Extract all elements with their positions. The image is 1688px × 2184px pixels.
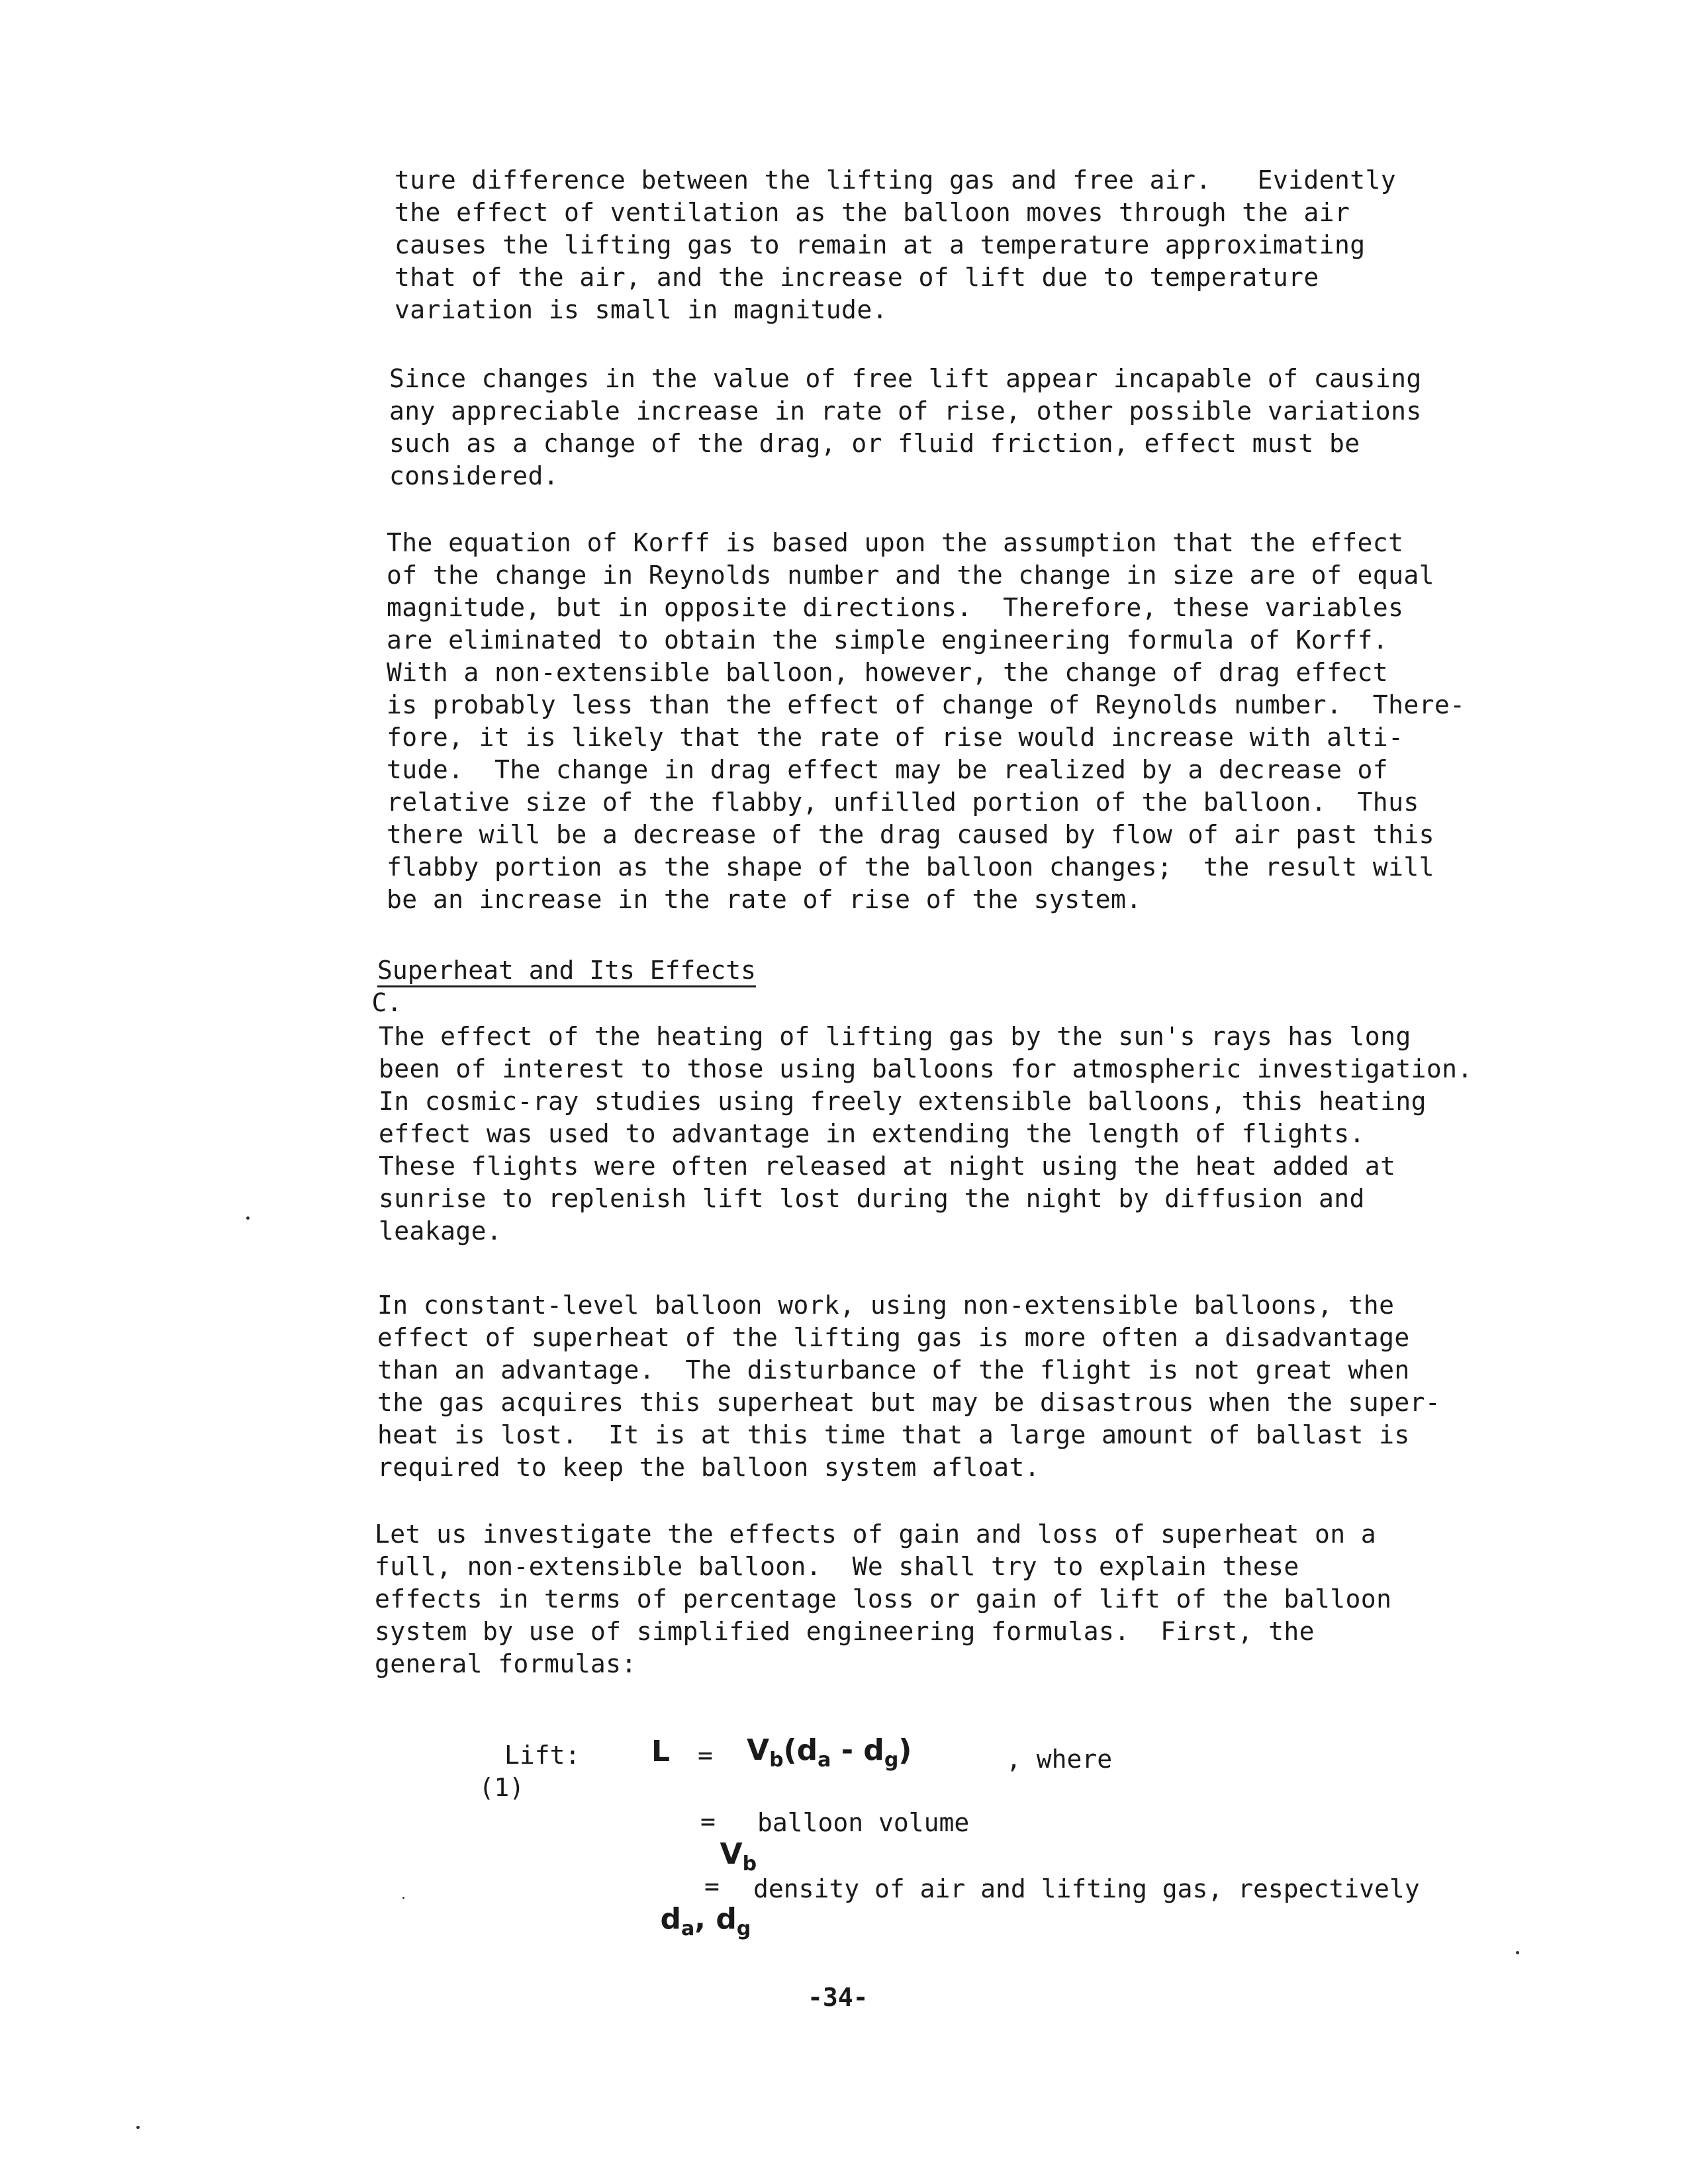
definition-text: balloon volume — [757, 1808, 970, 1837]
definition-symbol-densities: $d_a$, $d_g$ — [660, 1902, 751, 1940]
definition-symbol-vb: $V_b$ — [720, 1837, 757, 1876]
paragraph-constant-level: In constant-level balloon work, using non-extensible balloons, the effect of superheat of the lifting gas is more often a disadvantage than an advantage. The disturbance of the flight is not great when the gas acquires this superheat but may be disastrous when the super- heat is lost. It is at this time that a large amount of ballast is required to keep the balloon system afloat. — [377, 1291, 1441, 1482]
paragraph-free-lift: Since changes in the value of free lift appear incapable of causing any appreciable increase in rate of rise, other possible variations such as a change of the drag, or fluid friction, effect must be considered. — [389, 364, 1422, 490]
formula-rhs: $V_b(d_a - d_g)$ — [747, 1733, 912, 1772]
paragraph-sun-heating: The effect of the heating of lifting gas by the sun's rays has long been of interest to those using balloons for atmospheric investigation. In cosmic-ray studies using freely extensible balloons, this heating effect was used to advantage in extending the length of flights. These flights were often released at night using the heat added at sunrise to replenish lift lost during the night by diffusion and leakage. — [379, 1022, 1473, 1246]
scan-speck — [136, 2126, 140, 2129]
definition-equals: = — [700, 1807, 716, 1836]
scan-speck — [246, 1216, 250, 1220]
definition-text: density of air and lifting gas, respectively — [753, 1874, 1420, 1903]
page-number: -34- — [808, 1983, 868, 2012]
definition-equals: = — [704, 1872, 720, 1901]
section-marker: C. — [371, 988, 402, 1017]
paragraph-investigation: Let us investigate the effects of gain and loss of superheat on a full, non-extensible balloon. We shall try to explain these effects in terms of percentage loss or gain of lift of the balloon system by use of simplified engineering formulas. First, the general formulas: — [375, 1520, 1392, 1678]
section-title: Superheat and Its Effects — [377, 956, 756, 985]
formula-label: Lift: — [504, 1741, 581, 1770]
scan-speck — [402, 1897, 404, 1899]
paragraph-korff-equation: The equation of Korff is based upon the assumption that the effect of the change in Reynolds number and the change in size are of equal magnitude, but in opposite directions. Therefore, these variables are eliminated to obtain the simple engineering formula of Korff. With a non-extensible balloon, however, the change of drag effect is probably less than the effect of change of Reynolds number. There- fore, it is likely that the rate of rise would increase with alti- tude. The change in drag effect may be realized by a decrease of relative size of the flabby, unfilled portion of the balloon. Thus there will be a decrease of the drag caused by flow of air past this flabby portion as the shape of the balloon changes; the result will be an increase in the rate of rise of the system. — [387, 528, 1466, 914]
formula-lhs: L — [651, 1735, 671, 1768]
formula-equals: = — [698, 1741, 713, 1770]
formula-where: , where — [1006, 1745, 1113, 1774]
formula-number: (1) — [479, 1773, 525, 1802]
scan-speck — [1516, 1951, 1519, 1954]
paragraph-ventilation: ture difference between the lifting gas and free air. Evidently the effect of ventilation as the balloon moves through the air causes the lifting gas to remain at a temperature approximating that of the air, and the increase of lift due to temperature variation is small in magnitude. — [395, 165, 1397, 324]
